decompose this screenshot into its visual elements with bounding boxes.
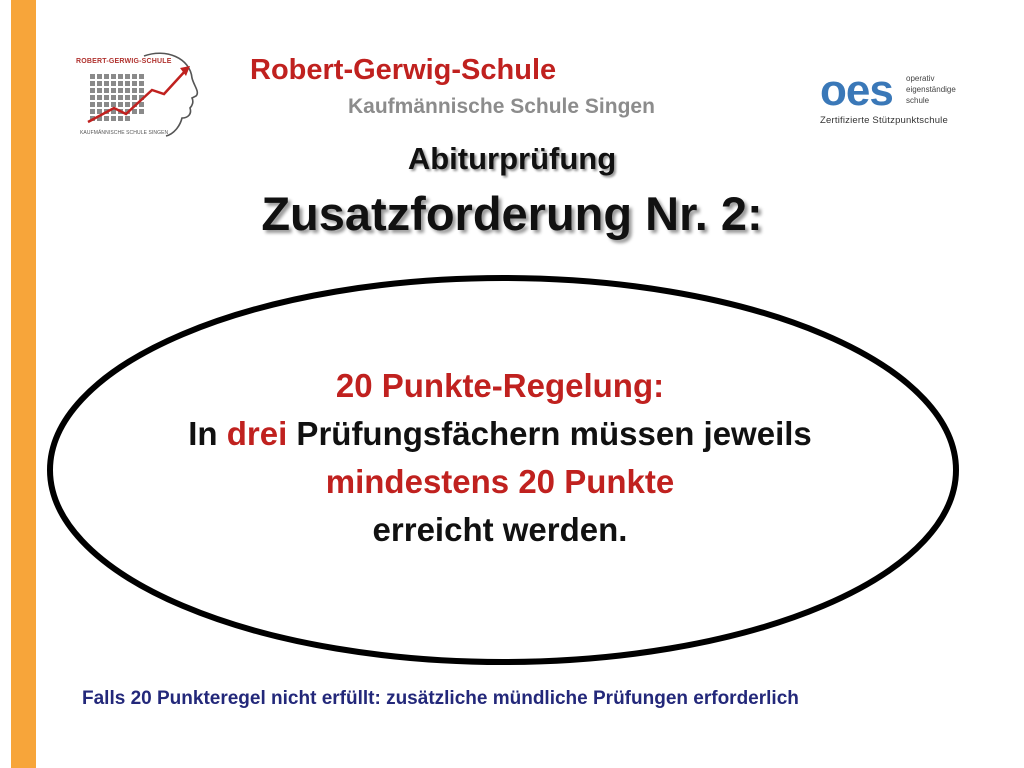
- school-subtitle: Kaufmännische Schule Singen: [348, 95, 655, 118]
- oes-logo-line: eigenständige: [906, 85, 956, 94]
- oes-logo-caption: Zertifizierte Stützpunktschule: [820, 115, 948, 126]
- rule-heading: 20 Punkte-Regelung:: [335, 367, 665, 404]
- oes-logo-line: schule: [906, 96, 930, 105]
- oes-logo-word: oes: [820, 66, 893, 115]
- rule-text-block: [100, 362, 900, 554]
- school-logo-subtitle: KAUFMÄNNISCHE SCHULE SINGEN: [80, 130, 169, 136]
- rule-line-4: erreicht werden.: [372, 511, 628, 548]
- rule-line-2-suffix: Prüfungsfächern müssen jeweils: [287, 415, 812, 452]
- page-title: Abiturprüfung: [407, 141, 617, 176]
- rule-line-3: mindestens 20 Punkte: [325, 463, 675, 500]
- school-name: Robert-Gerwig-Schule: [250, 54, 557, 86]
- footer-note: Falls 20 Punkteregel nicht erfüllt: zusätzliche mündliche Prüfungen erforderlich: [82, 688, 799, 709]
- rule-line-2: [100, 410, 900, 458]
- school-logo-title: ROBERT-GERWIG-SCHULE: [76, 58, 172, 65]
- page-subtitle: Zusatzforderung Nr. 2:: [261, 187, 763, 240]
- rule-line-2-prefix: In: [188, 415, 227, 452]
- rule-highlight-drei: drei: [226, 415, 288, 452]
- oes-logo-line: operativ: [906, 74, 935, 83]
